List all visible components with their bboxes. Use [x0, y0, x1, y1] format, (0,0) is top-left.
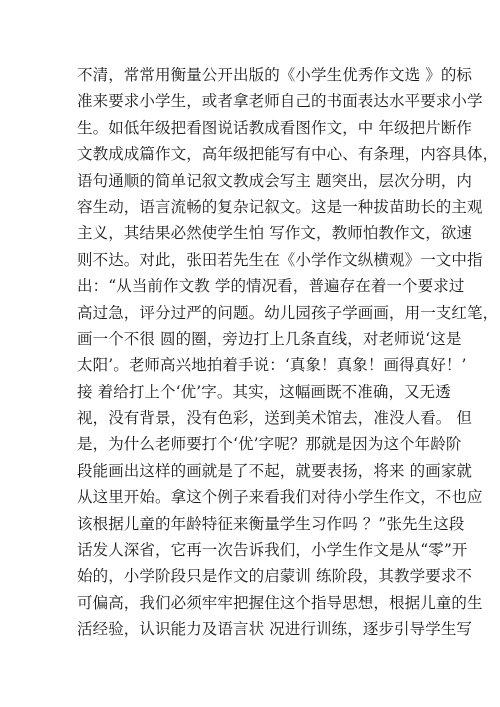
text-line: 视，没有背景，没有色彩，送到美术馆去，准没人看。 但	[77, 409, 473, 428]
text-line: 准来要求小学生，或者拿老师自己的书面表达水平要求小学	[77, 92, 483, 111]
text-line: 始的，小学阶段只是作文的启蒙训 练阶段，其教学要求不	[77, 567, 473, 586]
text-line: 是，为什么老师要打个‘优’字呢？那就是因为这个年龄阶	[77, 435, 462, 454]
text-line: 接 着给打上个‘优’字。其实，这幅画既不准确，又无透	[77, 382, 451, 401]
text-line: 主义，其结果必然使学生怕 写作文，教师怕教作文，欲速	[77, 224, 473, 243]
text-line: 不清，常常用衡量公开出版的《小学生优秀作文选 》的标	[77, 66, 473, 84]
text-line: 出：“从当前作文教 学的情况看，普遍存在着一个要求过	[77, 277, 465, 296]
text-line: 段能画出这样的画就是了不起，就要表扬，将来 的画家就	[77, 461, 473, 480]
text-line: 高过急，评分过严的问题。幼儿园孩子学画画，用一支红笔，	[77, 303, 499, 322]
text-line: 活经验，认识能力及语言状 况进行训练，逐步引导学生写	[77, 620, 473, 639]
text-line: 太阳’。老师高兴地拍着手说：‘真象！真象！画得真好！’	[77, 356, 467, 375]
text-line: 生。如低年级把看图说话教成看图作文，中 年级把片断作	[77, 118, 473, 137]
text-line: 可偏高，我们必须牢牢把握住这个指导思想，根据儿童的生	[77, 593, 483, 612]
text-line: 话发人深省，它再一次告诉我们，小学生作文是从“零”开	[77, 541, 468, 560]
text-line: 画一个不很 圆的圈，旁边打上几条直线，对老师说‘这是	[77, 329, 462, 348]
text-line: 语句通顺的简单记叙文教成会写主 题突出，层次分明，内	[77, 171, 473, 190]
body-text	[77, 62, 499, 643]
text-line: 该根据儿童的年龄特征来衡量学生习作吗 ？”张先生这段	[77, 514, 465, 533]
text-line: 文教成成篇作文，高年级把能写有中心、有条理，内容具体，	[77, 145, 499, 164]
text-line: 容生动，语言流畅的复杂记叙文。这是一种拔苗助长的主观	[77, 197, 483, 216]
text-line: 则不达。对此，张田若先生在《小学作文纵横观》一文中指	[77, 250, 483, 269]
text-line: 从这里开始。拿这个例子来看我们对待小学生作文，不也应	[77, 488, 483, 507]
